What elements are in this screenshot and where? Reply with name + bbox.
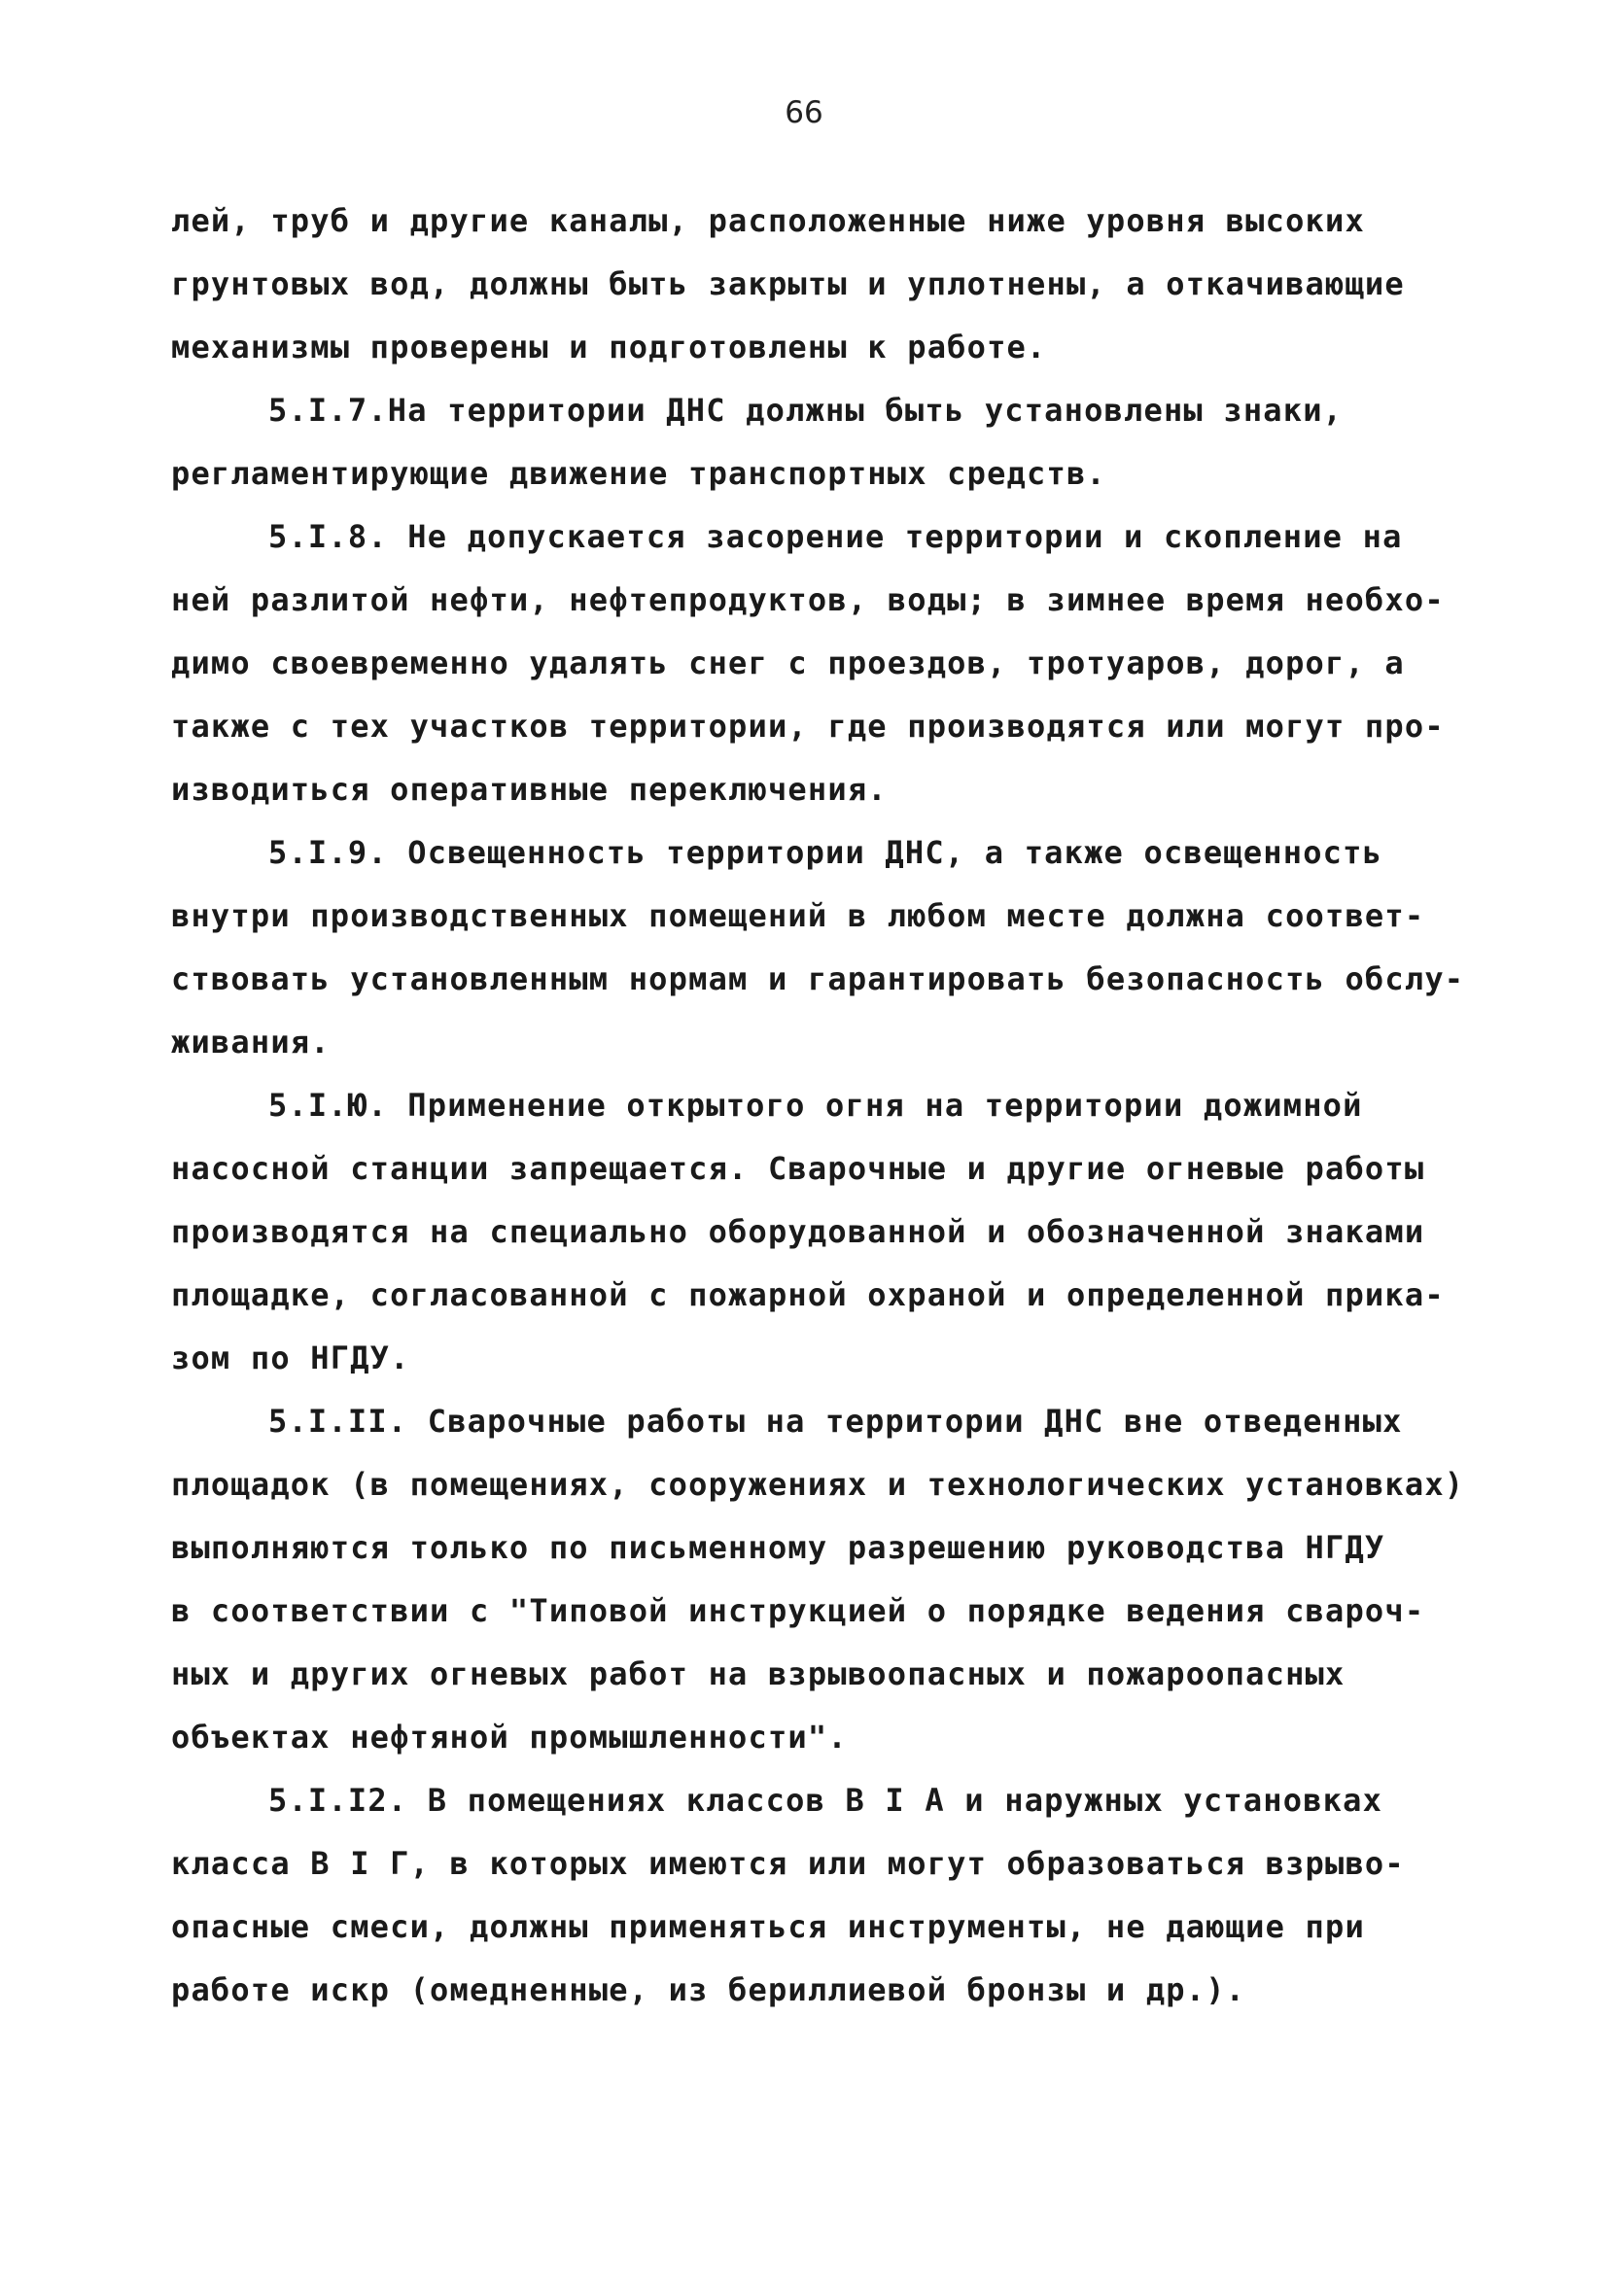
text-line: зом по НГДУ. bbox=[171, 1339, 410, 1376]
paragraph-5-1-7-start: 5.I.7.На территории ДНС должны быть установлены знаки, bbox=[268, 392, 1344, 429]
text-line: регламентирующие движение транспортных средств. bbox=[171, 455, 1106, 492]
text-line: объектах нефтяной промышленности". bbox=[171, 1719, 848, 1756]
paragraph-5-1-9-start: 5.I.9. Освещенность территории ДНС, а также освещенность bbox=[268, 834, 1383, 871]
text-line: изводиться оперативные переключения. bbox=[171, 771, 888, 808]
document-body bbox=[171, 190, 1464, 2022]
text-line: лей, труб и другие каналы, расположенные ниже уровня высоких bbox=[171, 202, 1365, 239]
text-line: живания. bbox=[171, 1024, 331, 1061]
text-line: площадок (в помещениях, сооружениях и технологических установках) bbox=[171, 1466, 1465, 1503]
text-line: опасные смеси, должны применяться инструменты, не дающие при bbox=[171, 1908, 1365, 1945]
text-line: класса В I Г, в которых имеются или могут образоваться взрыво- bbox=[171, 1845, 1405, 1882]
text-line: насосной станции запрещается. Сварочные и другие огневые работы bbox=[171, 1150, 1425, 1187]
text-line: в соответствии с "Типовой инструкцией о порядке ведения свароч- bbox=[171, 1592, 1425, 1629]
text-line: механизмы проверены и подготовлены к работе. bbox=[171, 329, 1047, 365]
text-line: производятся на специально оборудованной и обозначенной знаками bbox=[171, 1213, 1425, 1250]
paragraph-5-1-8-start: 5.I.8. Не допускается засорение территории и скопление на bbox=[268, 518, 1403, 555]
text-line: внутри производственных помещений в любом месте должна соответ- bbox=[171, 897, 1425, 934]
text-line: выполняются только по письменному разрешению руководства НГДУ bbox=[171, 1529, 1385, 1566]
text-line: ных и других огневых работ на взрывоопасных и пожароопасных bbox=[171, 1655, 1346, 1692]
text-line: также с тех участков территории, где производятся или могут про- bbox=[171, 708, 1445, 745]
paragraph-5-1-12-start: 5.I.I2. В помещениях классов В I А и наружных установках bbox=[268, 1782, 1383, 1819]
text-line: грунтовых вод, должны быть закрыты и уплотнены, а откачивающие bbox=[171, 265, 1405, 302]
page-number: 66 bbox=[785, 95, 823, 130]
text-line: димо своевременно удалять снег с проездов, тротуаров, дорог, а bbox=[171, 644, 1405, 681]
text-line: работе искр (омедненные, из бериллиевой бронзы и др.). bbox=[171, 1971, 1246, 2008]
text-line: площадке, согласованной с пожарной охраной и определенной прика- bbox=[171, 1276, 1445, 1313]
text-line: ней разлитой нефти, нефтепродуктов, воды; в зимнее время необхо- bbox=[171, 581, 1445, 618]
paragraph-5-1-10-start: 5.I.Ю. Применение открытого огня на территории дожимной bbox=[268, 1087, 1363, 1124]
paragraph-5-1-11-start: 5.I.II. Сварочные работы на территории ДНС вне отведенных bbox=[268, 1403, 1403, 1440]
text-line: ствовать установленным нормам и гарантировать безопасность обслу- bbox=[171, 960, 1465, 997]
